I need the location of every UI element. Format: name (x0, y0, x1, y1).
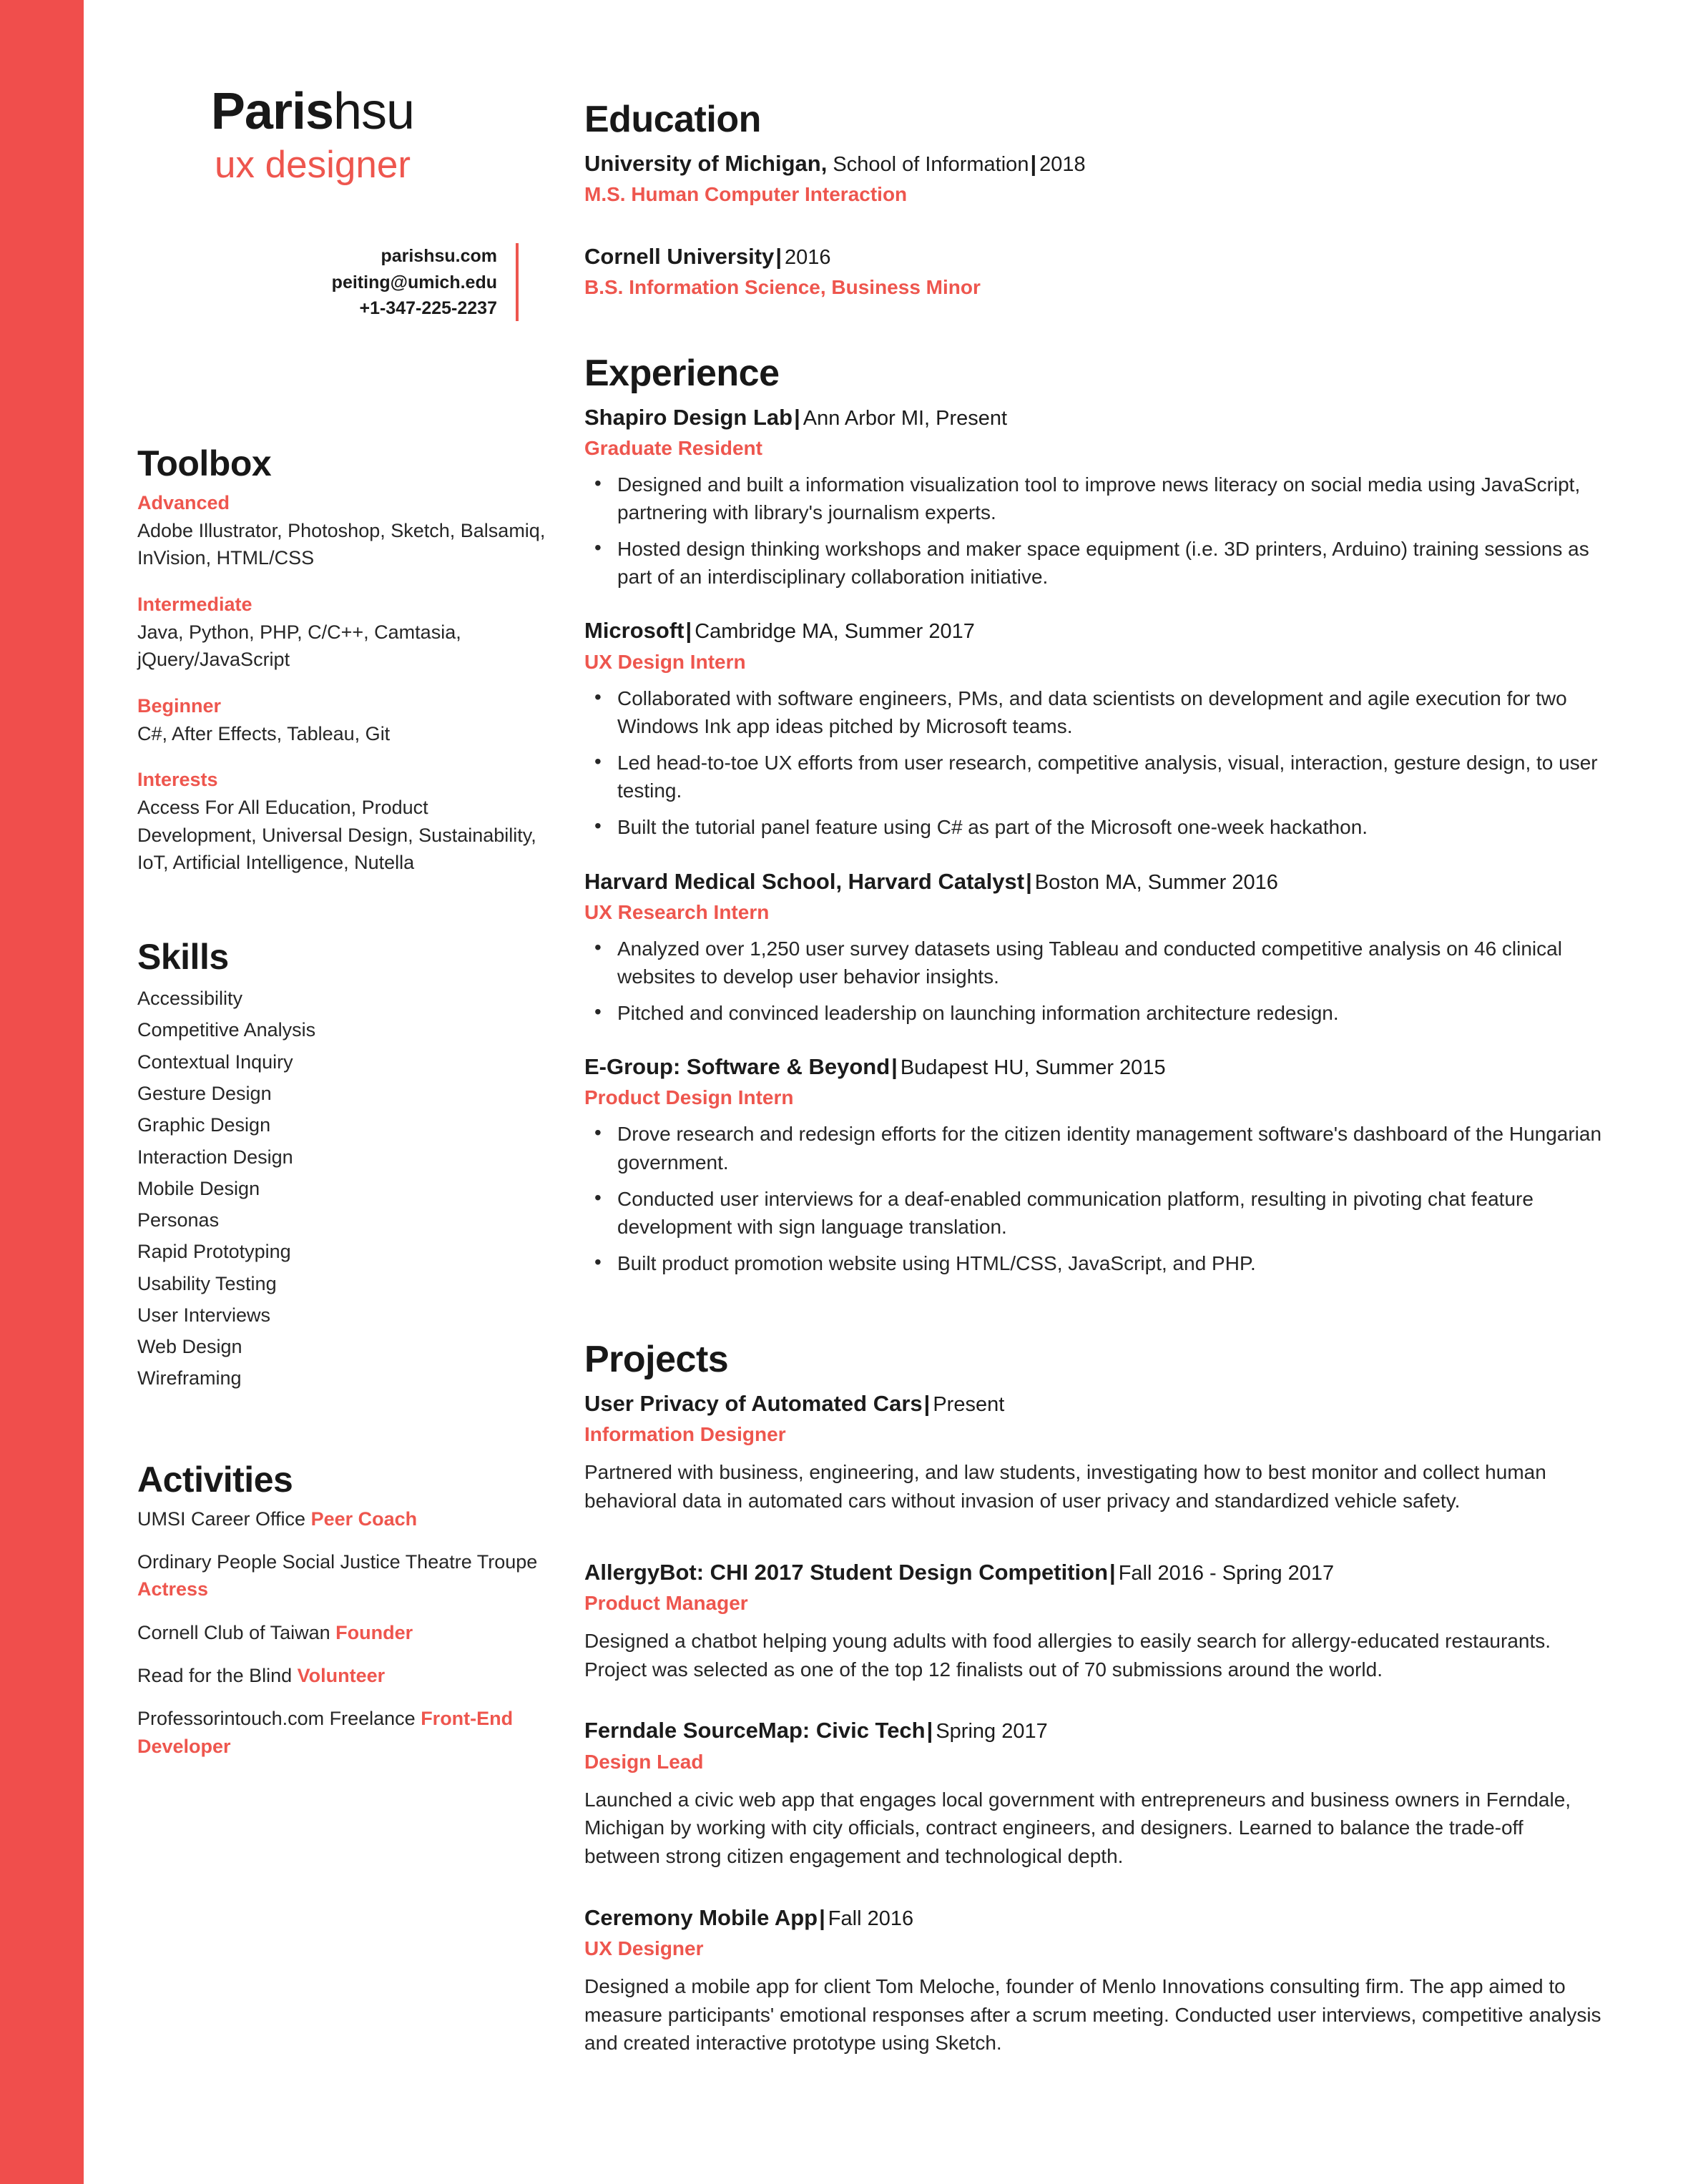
project-entry-head (584, 1557, 1602, 1588)
activity-role: Volunteer (297, 1664, 386, 1686)
education-year: 2016 (785, 245, 831, 269)
spacer (584, 1523, 1602, 1557)
separator-pipe: | (819, 1904, 825, 1930)
education-school-detail: School of Information (827, 152, 1029, 176)
experience-bullet: • Analyzed over 1,250 user survey datasets using Tableau and conducted competitive analysis on 46 clinical websites to develop user behavior insights. (584, 935, 1602, 990)
project-title: Ferndale SourceMap: Civic Tech (584, 1718, 926, 1743)
activities-heading: Activities (137, 1459, 293, 1500)
experience-org: Microsoft (584, 618, 684, 644)
toolbox-group (137, 489, 549, 572)
activity-item (137, 1548, 549, 1603)
activity-org: Professorintouch.com Freelance (137, 1708, 421, 1730)
experience-meta: Boston MA, Summer 2016 (1034, 870, 1278, 894)
skill-item: Competitive Analysis (137, 1019, 316, 1041)
experience-entry (584, 1051, 1602, 1277)
experience-bullet-list (584, 1120, 1602, 1277)
project-role: Design Lead (584, 1750, 704, 1773)
experience-org: E-Group: Software & Beyond (584, 1054, 890, 1080)
spacer (584, 217, 1602, 241)
skill-item: Usability Testing (137, 1272, 277, 1294)
project-title: AllergyBot: CHI 2017 Student Design Competition (584, 1559, 1109, 1585)
contact-block (84, 243, 584, 321)
projects-section (584, 1340, 1602, 2057)
sidebar-column (84, 0, 584, 2184)
first-name: Paris (210, 83, 334, 140)
contact-email[interactable]: peiting@umich.edu (331, 272, 497, 292)
toolbox-level-label: Beginner (137, 694, 222, 717)
experience-bullet: • Built product promotion website using HTML/CSS, JavaScript, and PHP. (584, 1249, 1602, 1277)
job-title: ux designer (214, 144, 411, 186)
spacer (584, 1691, 1602, 1715)
contact-divider-rule (516, 243, 519, 321)
projects-heading: Projects (584, 1339, 729, 1381)
skills-list (137, 983, 549, 1394)
experience-org: Harvard Medical School, Harvard Catalyst (584, 868, 1025, 894)
project-entry-head (584, 1902, 1602, 1934)
spacer (584, 1036, 1602, 1051)
skill-item: Web Design (137, 1336, 242, 1358)
project-role: Product Manager (584, 1591, 748, 1614)
skill-item: Graphic Design (137, 1114, 271, 1136)
project-entry (584, 1715, 1602, 1870)
full-name (84, 83, 541, 140)
activity-item (137, 1619, 549, 1646)
skill-item: Accessibility (137, 988, 243, 1010)
activity-item (137, 1662, 549, 1689)
skill-item: Wireframing (137, 1367, 242, 1389)
project-description: Designed a chatbot helping young adults with food allergies to easily search for allergy-educated restaurants. Project was selected as one of the top 12 finalists out of 70 submissions around the world. (584, 1629, 1551, 1681)
activity-role: Front-End Developer (137, 1708, 514, 1757)
experience-meta: Ann Arbor MI, Present (803, 406, 1008, 430)
education-entry (584, 241, 1602, 302)
skill-item: Mobile Design (137, 1177, 260, 1199)
project-meta: Spring 2017 (936, 1720, 1048, 1743)
experience-bullet: • Conducted user interviews for a deaf-enabled communication platform, resulting in pivoting chat feature development with sign language translation. (584, 1185, 1602, 1241)
experience-entry-head (584, 402, 1602, 433)
education-school: University of Michigan, (584, 150, 828, 176)
education-school: Cornell University (584, 243, 775, 269)
experience-bullet: • Built the tutorial panel feature using C# as part of the Microsoft one-week hackathon. (584, 813, 1602, 841)
skill-item: Contextual Inquiry (137, 1051, 293, 1073)
activity-org: UMSI Career Office (137, 1507, 311, 1530)
separator-pipe: | (775, 243, 782, 269)
experience-entry (584, 402, 1602, 591)
project-entry-head (584, 1715, 1602, 1746)
toolbox-items: Access For All Education, Product Development, Universal Design, Sustainability, IoT, Artificial Intelligence, Nutella (137, 797, 536, 873)
experience-bullet-list (584, 684, 1602, 842)
experience-role: Graduate Resident (584, 436, 762, 459)
toolbox-items: Adobe Illustrator, Photoshop, Sketch, Balsamiq, InVision, HTML/CSS (137, 520, 546, 569)
toolbox-level-label: Intermediate (137, 593, 252, 615)
project-entry (584, 1557, 1602, 1684)
separator-pipe: | (685, 618, 692, 644)
experience-bullet: • Pitched and convinced leadership on launching information architecture redesign. (584, 999, 1602, 1027)
education-section (584, 100, 1602, 302)
project-description: Partnered with business, engineering, and law students, investigating how to best monitor and collect human behavioral data in automated cars without invasion of user privacy and standardized vehicle safety. (584, 1461, 1546, 1512)
experience-bullet: • Led head-to-toe UX efforts from user research, competitive analysis, visual, interaction, gesture design, to user testing. (584, 749, 1602, 805)
contact-website[interactable]: parishsu.com (381, 246, 497, 267)
experience-role: UX Design Intern (584, 650, 746, 673)
spacer (584, 850, 1602, 866)
project-description: Designed a mobile app for client Tom Meloche, founder of Menlo Innovations consulting firm. The app aimed to measure participants' emotional responses after a scrum meeting. Conducted user interviews, competitive analysis and created interactive prototype using Sketch. (584, 1974, 1601, 2055)
experience-bullet-list (584, 935, 1602, 1028)
activity-role: Peer Coach (310, 1507, 418, 1530)
separator-pipe: | (794, 404, 800, 430)
experience-section (584, 354, 1602, 1277)
project-meta: Present (933, 1393, 1005, 1416)
contact-phone[interactable]: +1-347-225-2237 (359, 297, 497, 318)
project-meta: Fall 2016 - Spring 2017 (1118, 1561, 1335, 1585)
main-column (584, 0, 1688, 2184)
education-degree: B.S. Information Science, Business Minor (584, 275, 981, 298)
education-entry (584, 148, 1602, 210)
project-description: Launched a civic web app that engages local government with entrepreneurs and business owners in Ferndale, Michigan by working with city officials, contract engineers, and designers. Learned to balance the trade-off between strong citizen engagement and technological depth. (584, 1788, 1571, 1868)
experience-entry-head (584, 1051, 1602, 1083)
resume-page (84, 0, 1688, 2184)
project-meta: Fall 2016 (828, 1907, 914, 1930)
toolbox-items: Java, Python, PHP, C/C++, Camtasia, jQuery/JavaScript (137, 621, 461, 671)
separator-pipe: | (891, 1054, 898, 1080)
project-role: UX Designer (584, 1937, 704, 1959)
experience-heading: Experience (584, 352, 780, 394)
experience-role: Product Design Intern (584, 1086, 794, 1109)
project-entry-head (584, 1388, 1602, 1420)
experience-bullet: • Designed and built a information visualization tool to improve news literacy on social media using JavaScript, partnering with library's journalism experts. (584, 471, 1602, 526)
left-accent-stripe (0, 0, 84, 2184)
activity-item (137, 1705, 549, 1760)
activities-section (84, 1460, 584, 1760)
toolbox-group (137, 692, 549, 747)
education-heading: Education (584, 99, 761, 140)
activity-org: Read for the Blind (137, 1664, 298, 1686)
education-year: 2018 (1039, 152, 1086, 176)
experience-bullet: • Hosted design thinking workshops and maker space equipment (i.e. 3D printers, Arduino) training sessions as part of an interdisciplinary collaboration initiative. (584, 535, 1602, 591)
project-entry (584, 1902, 1602, 2057)
skill-item: Interaction Design (137, 1146, 293, 1168)
activity-role: Founder (335, 1621, 413, 1643)
experience-org: Shapiro Design Lab (584, 404, 793, 430)
last-name: hsu (333, 83, 415, 140)
separator-pipe: | (926, 1718, 933, 1743)
skill-item: User Interviews (137, 1304, 271, 1326)
education-entry-head (584, 241, 1602, 272)
experience-bullet-list (584, 471, 1602, 591)
spacer (584, 1878, 1602, 1902)
name-block (84, 83, 584, 189)
experience-entry-head (584, 615, 1602, 646)
toolbox-section (84, 444, 584, 876)
skill-item: Gesture Design (137, 1082, 272, 1104)
project-title: User Privacy of Automated Cars (584, 1391, 923, 1416)
toolbox-items: C#, After Effects, Tableau, Git (137, 722, 391, 744)
skills-section (84, 938, 584, 1394)
skill-item: Rapid Prototyping (137, 1241, 291, 1263)
skill-item: Personas (137, 1209, 220, 1231)
activity-org: Ordinary People Social Justice Theatre Troupe (137, 1550, 538, 1573)
experience-meta: Budapest HU, Summer 2015 (900, 1056, 1166, 1080)
experience-role: UX Research Intern (584, 900, 770, 923)
toolbox-level-label: Interests (137, 769, 218, 791)
activity-item (137, 1505, 549, 1533)
experience-meta: Cambridge MA, Summer 2017 (695, 620, 975, 644)
experience-bullet: • Collaborated with software engineers, PMs, and data scientists on development and agile execution for two Windows Ink app ideas pitched by Microsoft teams. (584, 684, 1602, 740)
separator-pipe: | (1026, 868, 1032, 894)
experience-entry (584, 615, 1602, 841)
skills-heading: Skills (137, 937, 229, 978)
education-entry-head (584, 148, 1602, 179)
separator-pipe: | (923, 1391, 931, 1416)
experience-entry-head (584, 866, 1602, 897)
experience-bullet: • Drove research and redesign efforts for the citizen identity management software's dashboard of the Hungarian government. (584, 1120, 1602, 1176)
contact-lines (332, 243, 497, 321)
activity-org: Cornell Club of Taiwan (137, 1621, 336, 1643)
project-entry (584, 1388, 1602, 1515)
separator-pipe: | (1030, 150, 1037, 176)
project-title: Ceremony Mobile App (584, 1904, 818, 1930)
spacer (584, 599, 1602, 615)
toolbox-group (137, 591, 549, 674)
project-role: Information Designer (584, 1423, 786, 1446)
toolbox-level-label: Advanced (137, 492, 230, 513)
experience-entry (584, 866, 1602, 1028)
education-degree: M.S. Human Computer Interaction (584, 182, 908, 205)
toolbox-group (137, 766, 549, 876)
activity-role: Actress (137, 1578, 209, 1600)
toolbox-heading: Toolbox (137, 443, 272, 483)
separator-pipe: | (1109, 1559, 1116, 1585)
